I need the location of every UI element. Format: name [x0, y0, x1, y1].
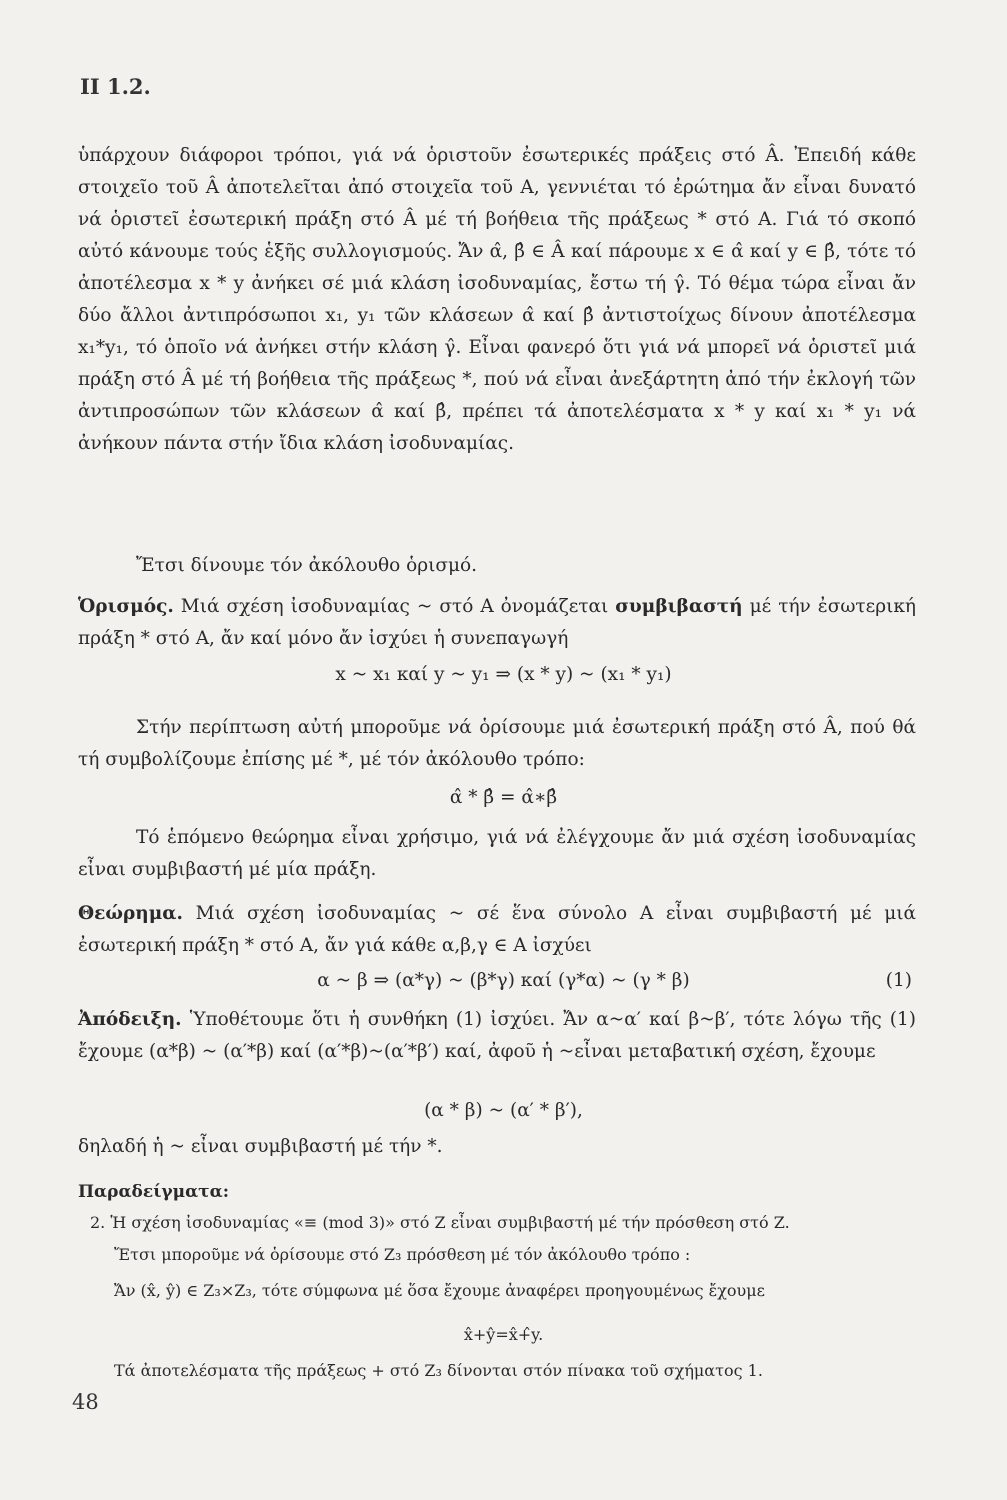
example-2-last-line: Τά ἀποτελέσματα τῆς πράξεως + στό Z₃ δίνονται στόν πίνακα τοῦ σχήματος 1.: [114, 1361, 763, 1380]
example-2-line-2: Ἔτσι μποροῦμε νά ὁρίσουμε στό Z₃ πρόσθεση μέ τόν ἀκόλουθο τρόπο :: [114, 1245, 691, 1264]
example-2-line-1: 2. Ἡ σχέση ἰσοδυναμίας «≡ (mod 3)» στό Z εἶναι συμβιβαστή μέ τήν πρόσθεση στό Z.: [90, 1213, 790, 1232]
theorem-text: Μιά σχέση ἰσοδυναμίας ~ σέ ἕνα σύνολο Α εἶναι συμβιβαστή μέ μιά ἐσωτερική πράξη * στό Α, ἄν γιά κάθε α,β,γ ∈ Α ἰσχύει: [78, 903, 916, 956]
section-header: II 1.2.: [80, 74, 151, 99]
paragraph-induced-operation: Στήν περίπτωση αὐτή μποροῦμε νά ὁρίσουμε μιά ἐσωτερική πράξη στό Â, πού θά τή συμβολίζουμε ἐπίσης μέ *, μέ τόν ἀκόλουθο τρόπο:: [78, 717, 916, 770]
paragraph-theorem-intro: Τό ἑπόμενο θεώρημα εἶναι χρήσιμο, γιά νά ἐλέγχουμε ἄν μιά σχέση ἰσοδυναμίας εἶναι συμβιβαστή μέ μία πράξη.: [78, 827, 916, 880]
paragraph-transition: Ἔτσι δίνουμε τόν ἀκόλουθο ὁρισμό.: [136, 555, 478, 576]
definition-text-b: μέ τήν ἐσωτερική πράξη * στό Α, ἄν καί μόνο ἄν ἰσχύει ἡ συνεπαγωγή: [78, 596, 917, 649]
equation-class-operation: α̂ * β̂ = α̂∗β̂: [449, 787, 558, 808]
definition-bold-term: συμβιβαστή: [615, 596, 743, 617]
equation-z3-addition: x̂+ŷ=x̂+̂y.: [463, 1325, 544, 1344]
examples-label: Παραδείγματα:: [78, 1182, 229, 1202]
equation-implication: x ~ x₁ καί y ~ y₁ ⇒ (x * y) ~ (x₁ * y₁): [335, 664, 672, 685]
equation-number: (1): [885, 970, 912, 991]
paragraph-intro: ὑπάρχουν διάφοροι τρόποι, γιά νά ὁριστοῦν ἐσωτερικές πράξεις στό Â. Ἐπειδή κάθε στοιχεῖο τοῦ Â ἀποτελεῖται ἀπό στοιχεῖα τοῦ Α, γεννιέται τό ἐρώτημα ἄν εἶναι δυνατό νά ὁριστεῖ ἐσωτερική πράξη στό Â μέ τή βοήθεια τῆς πράξεως * στό Α. Γιά τό σκοπό αὐτό κάνουμε τούς ἑξῆς συλλογισμούς. Ἄν α̂, β̂ ∈ Â καί πάρουμε x ∈ α̂ καί y ∈ β̂, τότε τό ἀποτέλεσμα x * y ἀνήκει σέ μιά κλάση ἰσοδυναμίας, ἔστω τή γ̂. Τό θέμα τώρα εἶναι ἄν δύο ἄλλοι ἀντιπρόσωποι x₁, y₁ τῶν κλάσεων α̂ καί β̂ ἀντιστοίχως δίνουν ἀποτέλεσμα x₁*y₁, τό ὁποῖο νά ἀνήκει στήν κλάση γ̂. Εἶναι φανερό ὅτι γιά νά μπορεῖ νά ὁριστεῖ μιά πράξη στό Â μέ τή βοήθεια τῆς πράξεως *, πού νά εἶναι ἀνεξάρτητη ἀπό τήν ἐκλογή τῶν ἀντιπροσώπων τῶν κλάσεων α̂ καί β̂, πρέπει τά ἀποτελέσματα x * y καί x₁ * y₁ νά ἀνήκουν πάντα στήν ἴδια κλάση ἰσοδυναμίας.: [78, 145, 916, 454]
proof-text: Ὑποθέτουμε ὅτι ἡ συνθήκη (1) ἰσχύει. Ἄν α~α′ καί β~β′, τότε λόγω τῆς (1) ἔχουμε (α*β) ~ (α′*β) καί (α′*β)~(α′*β′) καί, ἀφοῦ ἡ ~εἶναι μεταβατική σχέση, ἔχουμε: [78, 1009, 917, 1062]
proof-end: δηλαδή ἡ ~ εἶναι συμβιβαστή μέ τήν *.: [78, 1136, 443, 1157]
equation-conclusion: (α * β) ~ (α′ * β′),: [424, 1100, 583, 1121]
definition-text-a: Μιά σχέση ἰσοδυναμίας ~ στό Α ὀνομάζεται: [180, 596, 609, 617]
example-2-line-3: Ἄν (x̂, ŷ) ∈ Z₃×Z₃, τότε σύμφωνα μέ ὅσα ἔχουμε ἀναφέρει προηγουμένως ἔχουμε: [114, 1281, 765, 1300]
theorem: [78, 898, 916, 962]
proof-label: Ἀπόδειξη.: [78, 1009, 182, 1030]
page-number: 48: [72, 1390, 99, 1414]
definition-label: Ὁρισμός.: [78, 596, 174, 617]
proof: [78, 1004, 916, 1068]
definition: [78, 591, 916, 655]
equation-condition: α ~ β ⇒ (α*γ) ~ (β*γ) καί (γ*α) ~ (γ * β): [317, 970, 690, 991]
theorem-label: Θεώρημα.: [78, 903, 183, 924]
